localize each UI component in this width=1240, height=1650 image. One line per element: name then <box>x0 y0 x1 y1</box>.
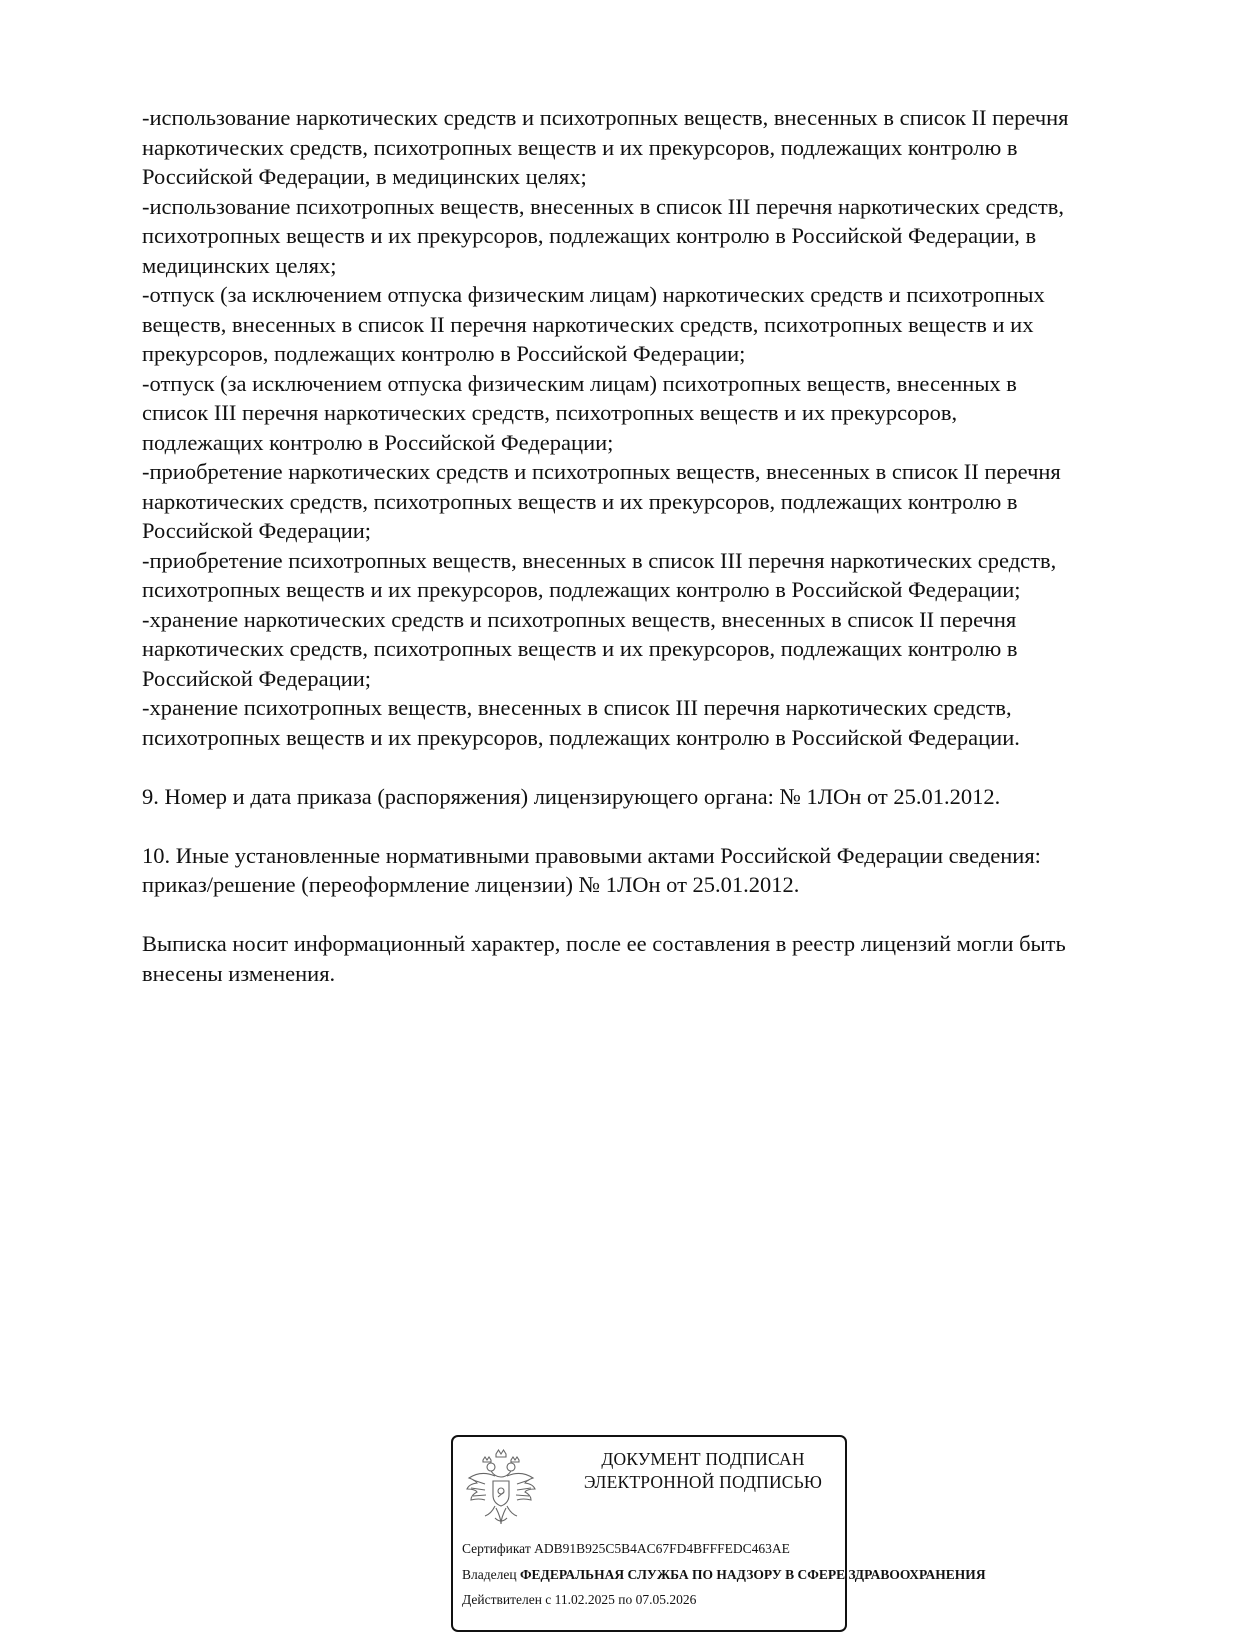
certificate-label: Сертификат <box>462 1541 531 1556</box>
coat-of-arms-icon <box>465 1448 537 1530</box>
disclaimer-paragraph: Выписка носит информационный характер, после ее составления в реестр лицензий могли быть внесены изменения. <box>142 931 1066 986</box>
owner-value: ФЕДЕРАЛЬНАЯ СЛУЖБА ПО НАДЗОРУ В СФЕРЕ ЗДРАВООХРАНЕНИЯ <box>519 1567 986 1582</box>
stamp-title-line-2: ЭЛЕКТРОННОЙ ПОДПИСЬЮ <box>583 1472 823 1492</box>
licensed-activities-list: -использование наркотических средств и психотропных веществ, внесенных в список II перечня наркотических средств, психотропных веществ и их прекурсоров, подлежащих контролю в Российской Федерации, в медицинских целях; -использование психотропных веществ, внесенных в список III перечня наркотических средств, психотропных веществ и их прекурсоров, подлежащих контролю в Российской Федерации, в медицинских целях; -отпуск (за исключением отпуска физическим лицам) наркотических средств и психотропных веществ, внесенных в список II перечня наркотических средств, психотропных веществ и их прекурсоров, подлежащих контролю в Российской Федерации; -отпуск (за исключением отпуска физическим лицам) психотропных веществ, внесенных в список III перечня наркотических средств, психотропных веществ и их прекурсоров, подлежащих контролю в Российской Федерации; -приобретение наркотических средств и психотропных веществ, внесенных в список II перечня наркотических средств, психотропных веществ и их прекурсоров, подлежащих контролю в Российской Федерации; -приобретение психотропных веществ, внесенных в список III перечня наркотических средств, психотропных веществ и их прекурсоров, подлежащих контролю в Российской Федерации; -хранение наркотических средств и психотропных веществ, внесенных в список II перечня наркотических средств, психотропных веществ и их прекурсоров, подлежащих контролю в Российской Федерации; -хранение психотропных веществ, внесенных в список III перечня наркотических средств, психотропных веществ и их прекурсоров, подлежащих контролю в Российской Федерации. <box>142 105 1069 750</box>
document-body <box>142 103 1152 988</box>
certificate-value: ADB91B925C5B4AC67FD4BFFFEDC463AE <box>534 1541 790 1556</box>
order-number-paragraph: 9. Номер и дата приказа (распоряжения) лицензирующего органа: № 1ЛОн от 25.01.2012. <box>142 783 1001 809</box>
validity-line: Действителен с 11.02.2025 по 07.05.2026 <box>462 1592 697 1607</box>
certificate-line <box>462 1541 790 1557</box>
stamp-title-line-1: ДОКУМЕНТ ПОДПИСАН <box>601 1449 805 1469</box>
other-info-paragraph: 10. Иные установленные нормативными правовыми актами Российской Федерации сведения: приказ/решение (переоформление лицензии) № 1ЛОн от 25.01.2012. <box>142 842 1041 897</box>
electronic-signature-stamp <box>451 1435 986 1632</box>
owner-label: Владелец <box>462 1567 517 1582</box>
owner-line <box>462 1567 986 1583</box>
